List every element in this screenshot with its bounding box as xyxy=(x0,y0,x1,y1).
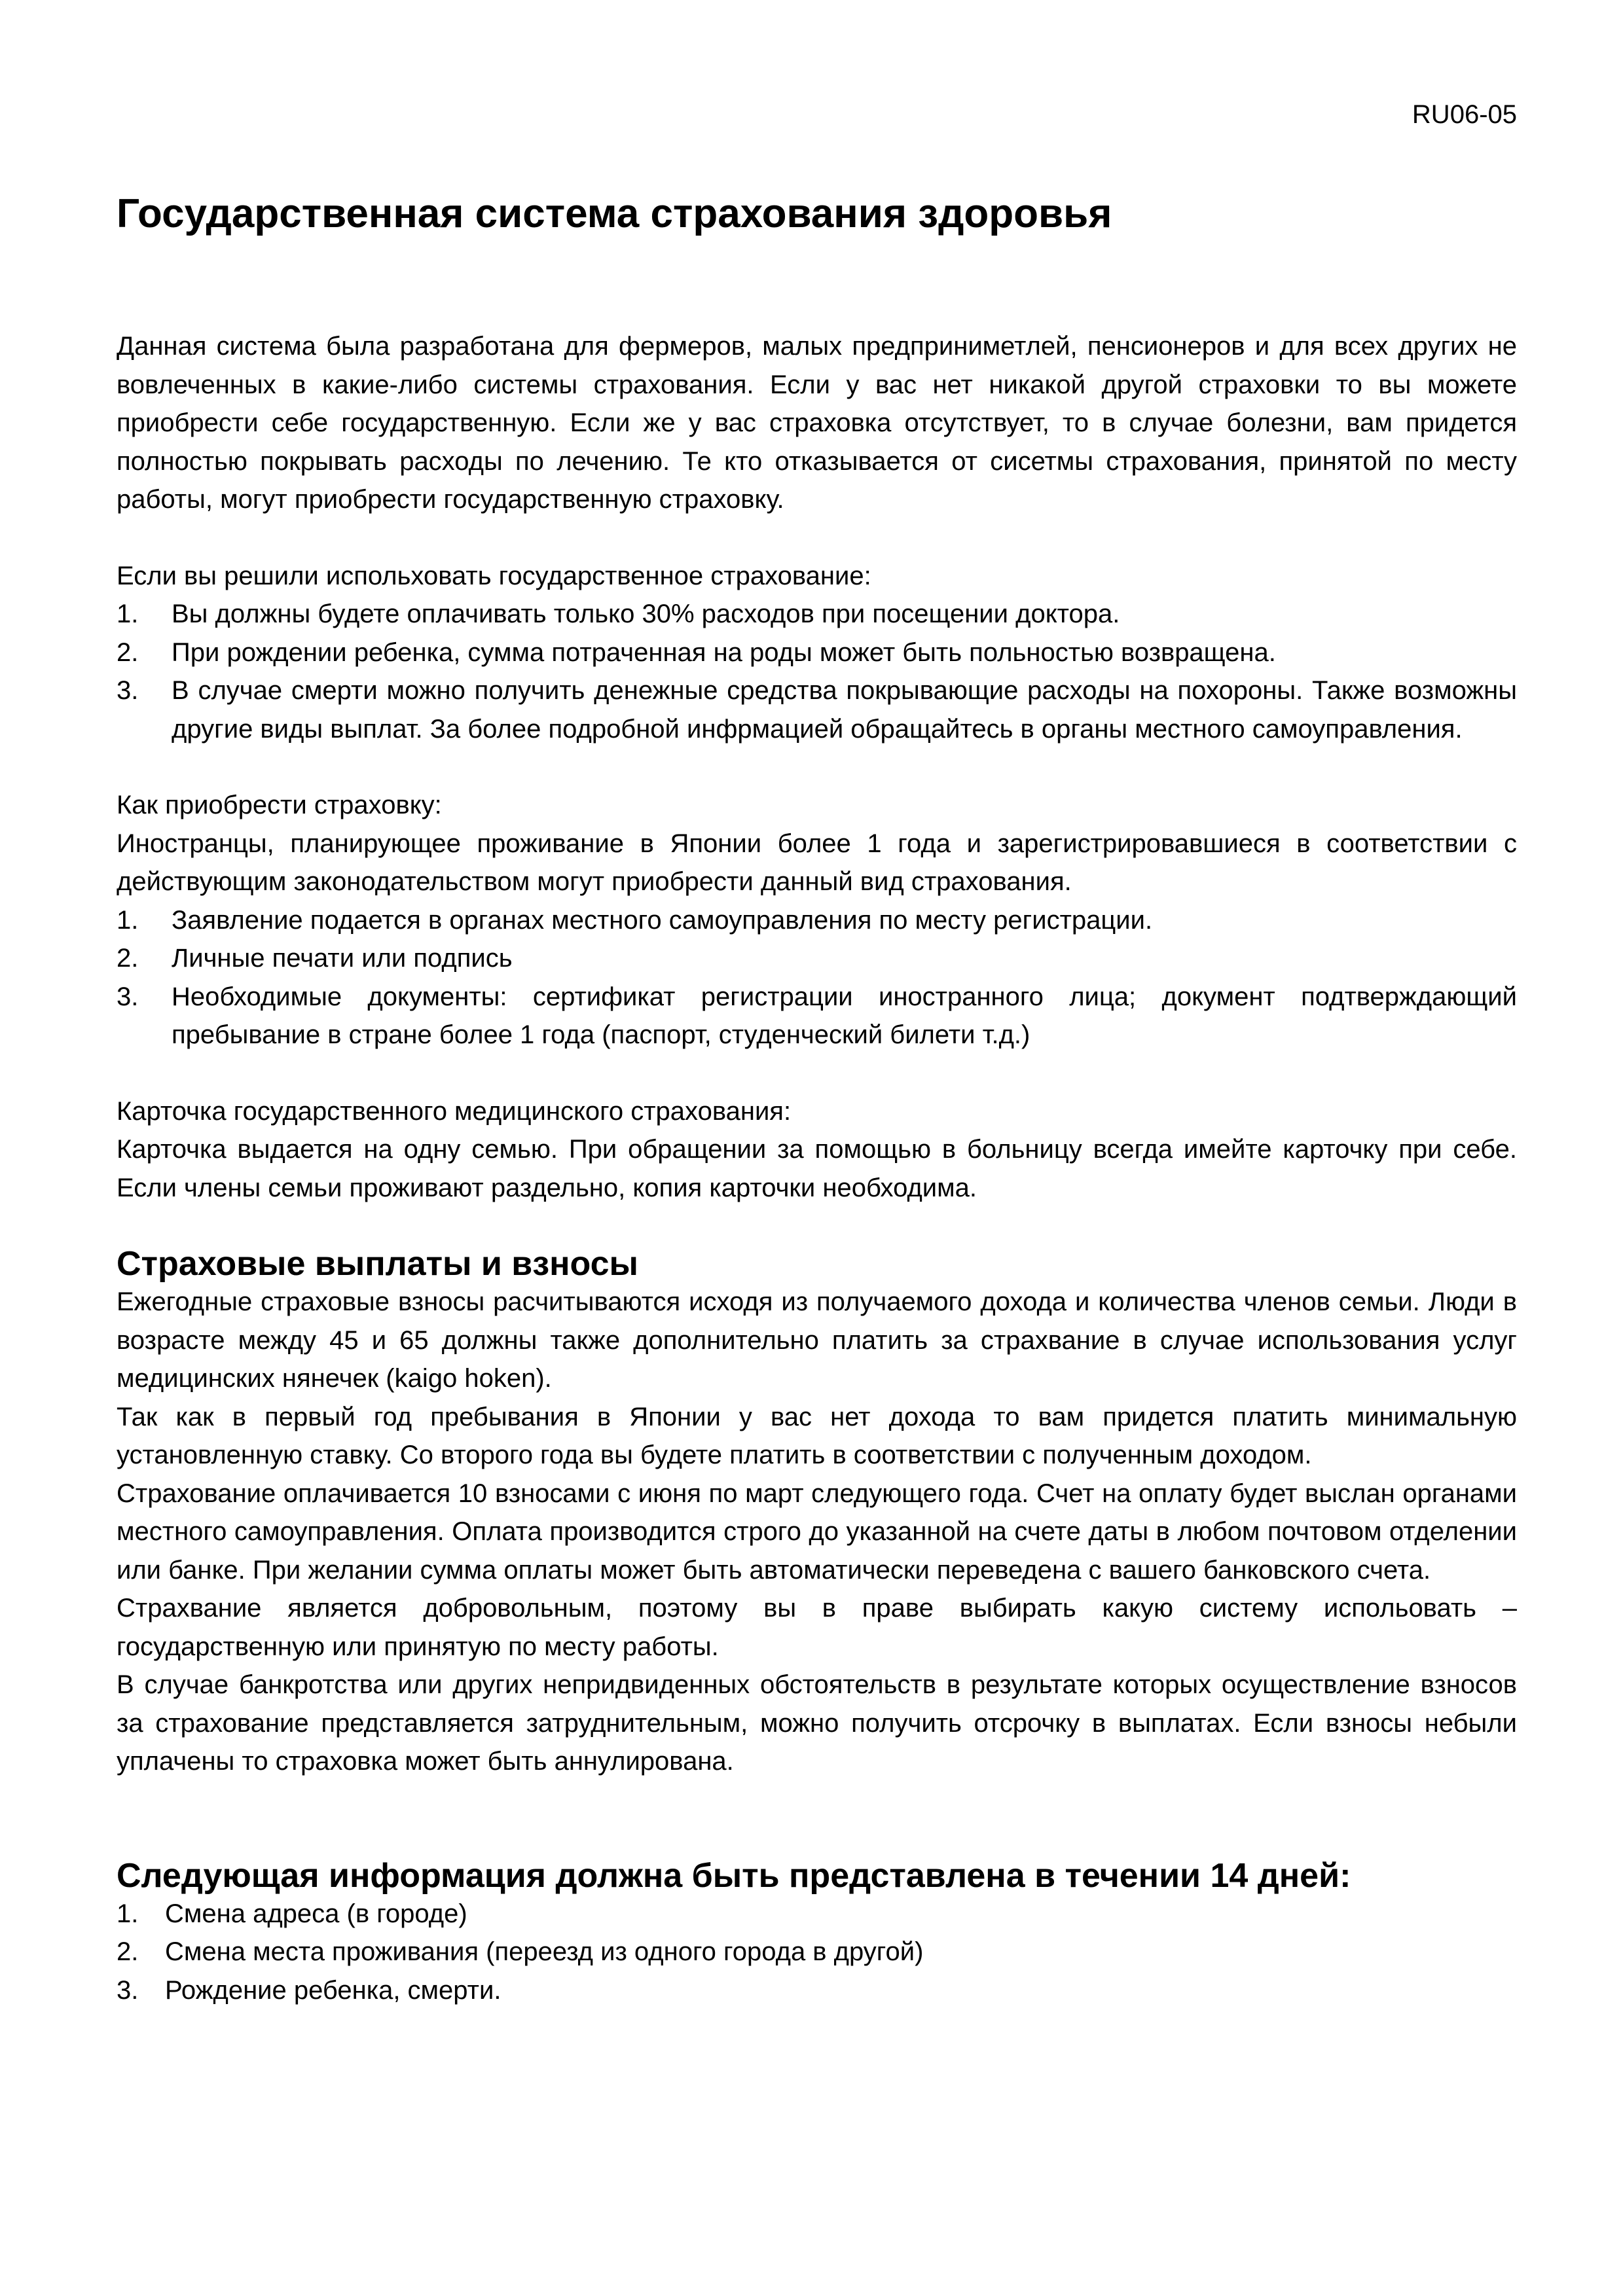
list-item-number: 2. xyxy=(117,1937,139,1966)
list-item xyxy=(117,595,1517,634)
list-item-number: 3. xyxy=(117,982,139,1011)
list-item xyxy=(117,1971,1517,2010)
spacer xyxy=(117,748,1517,786)
list-item-text: Необходимые документы: сертификат регистрации иностранного лица; документ подтверждающий пребывание в стране более 1 года (паспорт, студенческий билети т.д.) xyxy=(172,982,1517,1049)
list-item-number: 1. xyxy=(117,1899,139,1928)
list-item-text: Смена места проживания (переезд из одного города в другой) xyxy=(165,1937,924,1966)
list-item-number: 1. xyxy=(117,600,139,628)
list-item-number: 3. xyxy=(117,1975,139,2005)
list-item-number: 2. xyxy=(117,637,139,667)
notice-heading: Следующая информация должна быть представлена в течении 14 дней: xyxy=(117,1856,1351,1895)
document-content xyxy=(117,190,1517,2009)
payments-paragraph: Ежегодные страховые взносы расчитываются исходя из получаемого дохода и количества членов семьи. Люди в возрасте между 45 и 65 должны также дополнительно платить за страхвание в случае использования услуг медицинских нянечек (kaigo hoken). xyxy=(117,1287,1517,1393)
list-item-text: В случае смерти можно получить денежные средства покрывающие расходы на похороны. Также возможны другие виды выплат. За более подробной инфрмацией обращайтесь в органы местного самоуправления. xyxy=(172,676,1517,744)
list-item-number: 2. xyxy=(117,944,139,973)
list-item xyxy=(117,672,1517,748)
spacer xyxy=(117,1781,1517,1857)
list-item-text: При рождении ребенка, сумма потраченная на роды может быть польностью возвращена. xyxy=(172,637,1276,667)
list-item xyxy=(117,634,1517,672)
intro-paragraph: Данная система была разработана для фермеров, малых предприниметлей, пенсионеров и для всех других не вовлеченных в какие-либо системы страхования. Если у вас нет никакой другой страховки то вы можете приобрести себе государственную. Если же у вас страховка отсутствует, то в случае болезни, вам придется полностью покрывать расходы по лечению. Те кто отказывается от сисетмы страхования, принятой по месту работы, могут приобрести государственную страховку. xyxy=(117,332,1517,514)
list-item xyxy=(117,1933,1517,1971)
payments-paragraph: Страхвание является добровольным, поэтому вы в праве выбирать какую систему испольовать – государственную или принятую по месту работы. xyxy=(117,1594,1517,1661)
list-item-text: Личные печати или подпись xyxy=(172,944,513,973)
list-item xyxy=(117,901,1517,940)
list-item-text: Рождение ребенка, смерти. xyxy=(165,1975,501,2005)
list-item xyxy=(117,939,1517,978)
payments-heading: Страховые выплаты и взносы xyxy=(117,1245,638,1283)
spacer xyxy=(117,1054,1517,1092)
list-item-text: Смена адреса (в городе) xyxy=(165,1899,467,1928)
payments-paragraph: Так как в первый год пребывания в Японии у вас нет дохода то вам придется платить минимальную установленную ставку. Со второго года вы будете платить в соответствии с полученным доходом. xyxy=(117,1402,1517,1469)
spacer xyxy=(117,1207,1517,1245)
how-to-heading: Как приобрести страховку: xyxy=(117,791,442,819)
list-item-text: Заявление подается в органах местного самоуправления по месту регистрации. xyxy=(172,905,1153,935)
document-code: RU06-05 xyxy=(1412,100,1517,129)
list-item-text: Вы должны будете оплачивать только 30% расходов при посещении доктора. xyxy=(172,600,1120,628)
list-item-number: 3. xyxy=(117,676,139,705)
list-item xyxy=(117,978,1517,1054)
page-title: Государственная система страхования здоровья xyxy=(117,191,1112,236)
list-item xyxy=(117,1895,1517,1933)
list-item-number: 1. xyxy=(117,905,139,935)
notice-list xyxy=(117,1895,1517,2010)
payments-paragraph: Страхование оплачивается 10 взносами с июня по март следующего года. Счет на оплату будет выслан органами местного самоуправления. Оплата производится строго до указанной на счете даты в любом почтовом отделении или банке. При желании сумма оплаты может быть автоматически переведена с вашего банковского счета. xyxy=(117,1479,1517,1585)
how-to-list xyxy=(117,901,1517,1054)
benefits-list xyxy=(117,595,1517,748)
payments-paragraph: В случае банкротства или других непридвиденных обстоятельств в результате которых осуществление взносов за страхование представляется затруднительным, можно получить отсрочку в выплатах. Если взносы небыли уплачены то страховка может быть аннулирована. xyxy=(117,1670,1517,1776)
card-paragraph: Карточка выдается на одну семью. При обращении за помощью в больницу всегда имейте карточку при себе. Если члены семьи проживают раздельно, копия карточки необходима. xyxy=(117,1135,1517,1202)
card-heading: Карточка государственного медицинского страхования: xyxy=(117,1096,792,1126)
spacer xyxy=(117,519,1517,557)
benefits-heading: Если вы решили испольховать государственное страхование: xyxy=(117,561,871,590)
how-to-paragraph: Иностранцы, планирующее проживание в Японии более 1 года и зарегистрировавшиеся в соответствии с действующим законодательством могут приобрести данный вид страхования. xyxy=(117,829,1517,896)
